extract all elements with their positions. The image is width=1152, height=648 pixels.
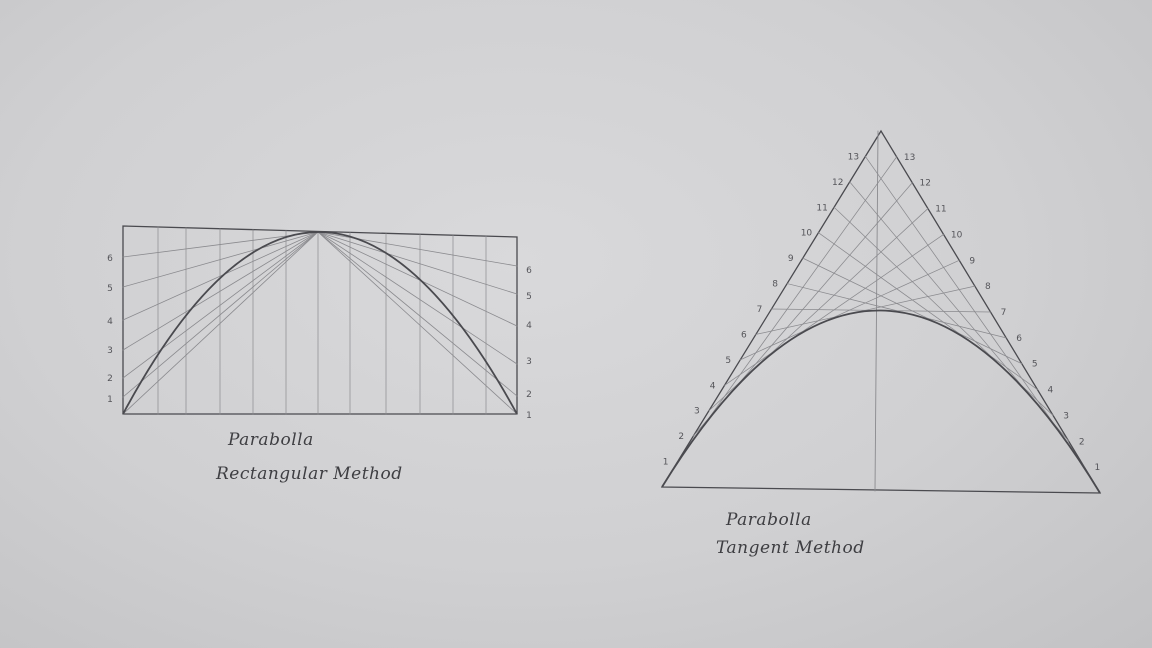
tangent-title: Parabolla [726,510,812,530]
right-division-number: 12 [919,178,932,189]
radial-construction-line [318,232,517,294]
right-division-number: 13 [903,152,916,163]
left-division-number: 6 [740,330,747,341]
right-division-number: 4 [526,321,532,331]
right-division-number: 2 [1078,437,1085,448]
radial-construction-line [123,232,318,350]
radial-construction-line [318,232,517,326]
tangent-construction-line [787,284,1006,338]
left-division-number: 5 [725,355,732,366]
right-division-number: 3 [1063,411,1069,422]
right-division-number: 2 [526,390,532,400]
rectangular-title: Parabolla [228,430,314,450]
right-division-number: 1 [1094,463,1101,474]
right-division-number: 6 [1016,333,1023,344]
left-division-number: 6 [107,254,113,264]
left-division-number: 5 [107,284,113,294]
radial-construction-line [318,232,517,266]
left-division-number: 9 [787,254,794,265]
radial-construction-line [123,232,318,397]
left-division-number: 2 [107,374,113,384]
right-division-number: 6 [526,266,532,276]
parabola-curve [123,232,517,414]
left-division-number: 3 [107,346,113,356]
left-division-number: 12 [831,177,844,188]
right-division-number: 3 [526,357,532,367]
right-division-number: 7 [1000,308,1007,318]
right-division-number: 1 [526,411,532,421]
radial-construction-line [318,232,517,396]
right-division-number: 8 [984,282,991,293]
left-division-number: 8 [772,279,779,290]
left-division-number: 3 [694,406,700,417]
tangent-subtitle: Tangent Method [716,538,865,558]
radial-construction-line [123,232,318,320]
triangle-outline [662,131,1100,493]
parabola-curve [662,310,1100,493]
left-division-number: 10 [800,228,813,239]
radial-construction-line [123,232,318,378]
tangent-construction-line [803,258,1022,364]
radial-construction-line [318,232,517,414]
right-division-number: 10 [950,230,963,241]
left-division-number: 11 [816,203,828,214]
radial-construction-line [318,232,517,364]
right-division-number: 5 [1031,359,1038,370]
left-division-number: 4 [709,381,716,392]
right-division-number: 5 [526,292,532,302]
left-division-number: 7 [756,305,763,315]
rectangular-subtitle: Rectangular Method [216,464,403,484]
right-division-number: 9 [969,256,976,267]
left-division-number: 1 [107,395,113,405]
left-division-number: 2 [678,432,685,443]
tangent-method-diagram [662,131,1100,493]
left-division-number: 13 [847,152,860,163]
left-division-number: 1 [662,457,669,468]
left-division-number: 4 [107,317,113,327]
right-division-number: 11 [935,204,947,215]
rectangular-method-diagram [107,226,532,421]
right-division-number: 4 [1047,385,1054,396]
